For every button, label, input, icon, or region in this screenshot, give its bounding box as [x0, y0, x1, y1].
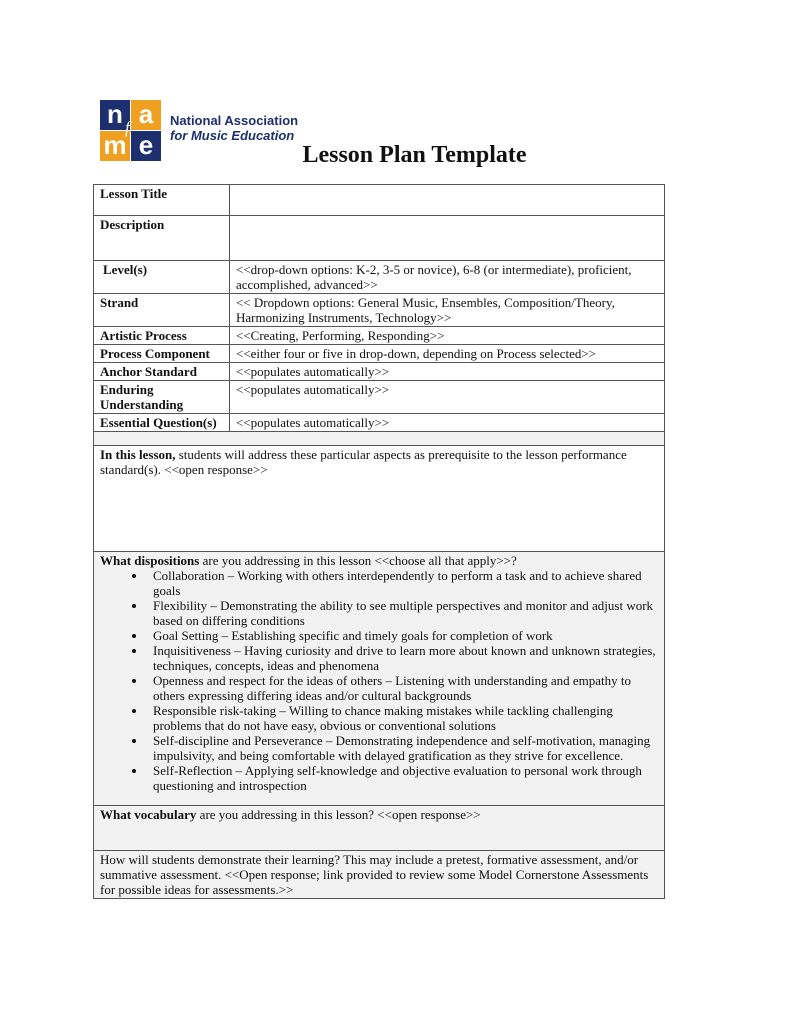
logo-tile-n: n: [100, 100, 130, 130]
strand-dropdown[interactable]: << Dropdown options: General Music, Ensembles, Composition/Theory, Harmonizing Instruments, Technology>>: [230, 294, 665, 327]
spacer-cell: [94, 432, 665, 446]
disposition-item[interactable]: • Responsible risk-taking – Willing to chance making mistakes while tackling challenging problems that do not have easy, obvious or conventional solutions: [147, 703, 658, 733]
org-name-line1: National Association: [170, 113, 299, 128]
page-title: Lesson Plan Template: [302, 142, 527, 168]
row-dispositions: [94, 552, 665, 806]
label-anchor-standard: Anchor Standard: [94, 363, 230, 381]
vocabulary-field[interactable]: [94, 806, 665, 851]
row-anchor-standard: [94, 363, 665, 381]
description-field[interactable]: [230, 216, 665, 261]
prerequisite-field[interactable]: [94, 446, 665, 552]
lesson-title-field[interactable]: [230, 185, 665, 216]
assessment-field[interactable]: How will students demonstrate their learning? This may include a pretest, formative assessment, and/or summative assessment. <<Open response; link provided to review some Model Cornerstone Assessments for possible ideas for assessments.>>: [94, 851, 665, 899]
dispositions-list: [100, 568, 658, 793]
prerequisite-text: students will address these particular aspects as prerequisite to the lesson performance standard(s). <<open response>>: [100, 447, 627, 477]
essential-questions-value: <<populates automatically>>: [230, 414, 665, 432]
disposition-item[interactable]: • Collaboration – Working with others interdependently to perform a task and to achieve shared goals: [147, 568, 658, 598]
row-prerequisite: [94, 446, 665, 552]
dispositions-text: are you addressing in this lesson <<choose all that apply>>?: [199, 553, 517, 568]
row-artistic-process: [94, 327, 665, 345]
label-levels: Level(s): [94, 261, 230, 294]
label-description: Description: [94, 216, 230, 261]
prerequisite-bold: In this lesson,: [100, 447, 176, 462]
row-spacer: [94, 432, 665, 446]
label-essential-questions: Essential Question(s): [94, 414, 230, 432]
label-process-component: Process Component: [94, 345, 230, 363]
logo-tile-m: m: [100, 131, 130, 161]
row-vocabulary: [94, 806, 665, 851]
disposition-item[interactable]: • Self-Reflection – Applying self-knowledge and objective evaluation to personal work through questioning and introspection: [147, 763, 658, 793]
vocabulary-text: are you addressing in this lesson? <<open response>>: [196, 807, 481, 822]
row-lesson-title: [94, 185, 665, 216]
vocabulary-bold: What vocabulary: [100, 807, 197, 822]
disposition-item[interactable]: • Openness and respect for the ideas of others – Listening with understanding and empathy to others expressing differing ideas and/or cultural backgrounds: [147, 673, 658, 703]
logo-tile-f: f: [125, 118, 130, 137]
disposition-item[interactable]: • Goal Setting – Establishing specific and timely goals for completion of work: [147, 628, 658, 643]
anchor-standard-value: <<populates automatically>>: [230, 363, 665, 381]
label-lesson-title: Lesson Title: [94, 185, 230, 216]
row-essential-questions: [94, 414, 665, 432]
row-strand: [94, 294, 665, 327]
disposition-item[interactable]: • Inquisitiveness – Having curiosity and drive to learn more about known and unknown strategies, techniques, concepts, ideas and phenomena: [147, 643, 658, 673]
process-component-dropdown[interactable]: <<either four or five in drop-down, depending on Process selected>>: [230, 345, 665, 363]
row-levels: [94, 261, 665, 294]
artistic-process-dropdown[interactable]: <<Creating, Performing, Responding>>: [230, 327, 665, 345]
enduring-understanding-value: <<populates automatically>>: [230, 381, 665, 414]
row-assessment: [94, 851, 665, 899]
row-enduring-understanding: [94, 381, 665, 414]
row-description: [94, 216, 665, 261]
row-process-component: [94, 345, 665, 363]
dispositions-bold: What dispositions: [100, 553, 200, 568]
label-strand: Strand: [94, 294, 230, 327]
dispositions-section: [94, 552, 665, 806]
logo-tile-e: e: [131, 131, 161, 161]
logo-tile-a: a: [131, 100, 161, 130]
disposition-item[interactable]: • Self-discipline and Perseverance – Demonstrating independence and self-motivation, managing impulsivity, and being comfortable with delayed gratification as they strive for excellence.: [147, 733, 658, 763]
label-artistic-process: Artistic Process: [94, 327, 230, 345]
org-name: [170, 113, 298, 143]
disposition-item[interactable]: • Flexibility – Demonstrating the ability to see multiple perspectives and monitor and adjust work based on differing conditions: [147, 598, 658, 628]
levels-dropdown[interactable]: <<drop-down options: K-2, 3-5 or novice), 6-8 (or intermediate), proficient, accomplished, advanced>>: [230, 261, 665, 294]
label-enduring-understanding: Enduring Understanding: [94, 381, 230, 414]
lesson-plan-table: [93, 184, 665, 899]
org-name-line2: for Music Education: [170, 128, 295, 143]
